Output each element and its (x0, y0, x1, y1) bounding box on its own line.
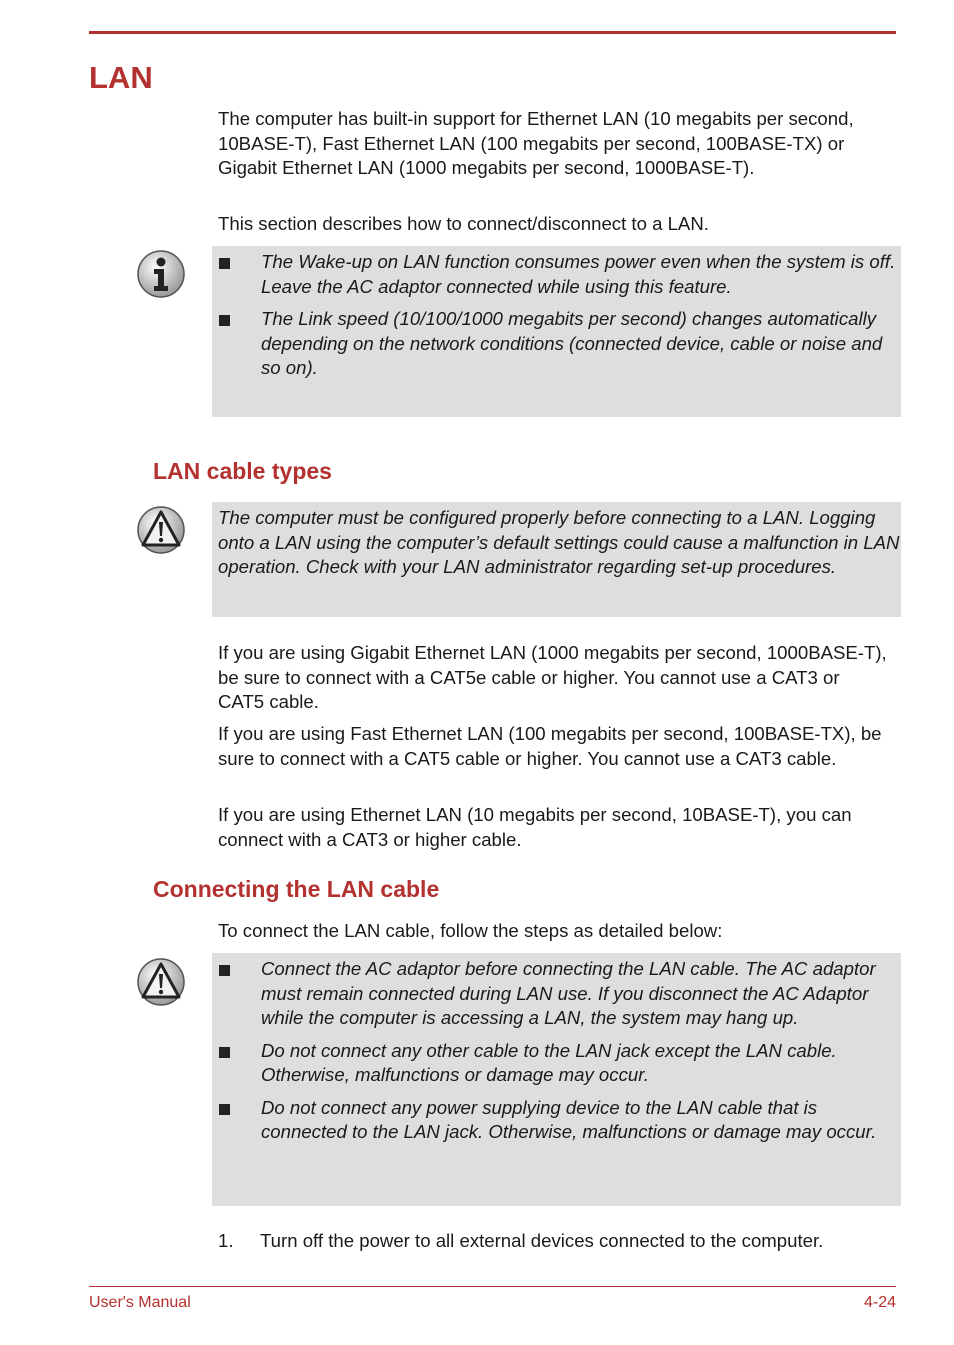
footer-manual-label: User's Manual (89, 1294, 191, 1311)
intro-paragraph: The computer has built-in support for Ethernet LAN (10 megabits per second, 10BASE-T), Fast Ethernet LAN (100 megabits per second, 100BASE-TX) or Gigabit Ethernet LAN (1000 megabits per second, 1000BASE-T). (218, 108, 854, 178)
list-item: The Wake-up on LAN function consumes power even when the system is off. Leave the AC adaptor connected while using this feature. (212, 250, 901, 299)
section-heading-connecting: Connecting the LAN cable (153, 876, 440, 902)
footer-rule (89, 1286, 896, 1287)
footer-page-number: 4-24 (863, 1294, 896, 1311)
body-paragraph: If you are using Fast Ethernet LAN (100 megabits per second, 100BASE-TX), be sure to connect with a CAT5 cable or higher. You cannot use a CAT3 cable. (218, 723, 882, 769)
list-item: Connect the AC adaptor before connecting the LAN cable. The AC adaptor must remain connected during LAN use. If you disconnect the AC Adaptor while the computer is accessing a LAN, the system may hang up. (212, 957, 901, 1031)
step-text: Turn off the power to all external devices connected to the computer. (260, 1230, 824, 1251)
intro-paragraph: This section describes how to connect/disconnect to a LAN. (218, 213, 709, 234)
step-number: 1. (218, 1230, 234, 1251)
info-icon (136, 249, 186, 299)
bullet-icon (219, 1047, 230, 1058)
section-heading-cable-types: LAN cable types (153, 458, 332, 484)
warning-box (212, 953, 901, 1206)
body-paragraph: If you are using Ethernet LAN (10 megabits per second, 10BASE-T), you can connect with a CAT3 or higher cable. (218, 804, 852, 850)
bullet-icon (219, 315, 230, 326)
info-note-box (212, 246, 901, 417)
list-item: Do not connect any power supplying device to the LAN cable that is connected to the LAN jack. Otherwise, malfunctions or damage may occur. (212, 1096, 901, 1145)
warning-text: The computer must be configured properly before connecting to a LAN. Logging onto a LAN using the computer’s default settings could cause a malfunction in LAN operation. Check with your LAN administrator regarding set-up procedures. (218, 507, 900, 577)
bullet-icon (219, 1104, 230, 1115)
page-title: LAN (89, 60, 153, 95)
body-paragraph: To connect the LAN cable, follow the steps as detailed below: (218, 920, 723, 941)
warning-icon (136, 957, 186, 1007)
list-item: Do not connect any other cable to the LAN jack except the LAN cable. Otherwise, malfunctions or damage may occur. (212, 1039, 901, 1088)
header-rule (89, 31, 896, 34)
warning-box (212, 502, 901, 617)
list-item: The Link speed (10/100/1000 megabits per second) changes automatically depending on the network conditions (connected device, cable or noise and so on). (212, 307, 901, 381)
bullet-icon (219, 258, 230, 269)
bullet-icon (219, 965, 230, 976)
warning-icon (136, 505, 186, 555)
body-paragraph: If you are using Gigabit Ethernet LAN (1000 megabits per second, 1000BASE-T), be sure to connect with a CAT5e cable or higher. You cannot use a CAT3 or CAT5 cable. (218, 642, 887, 712)
